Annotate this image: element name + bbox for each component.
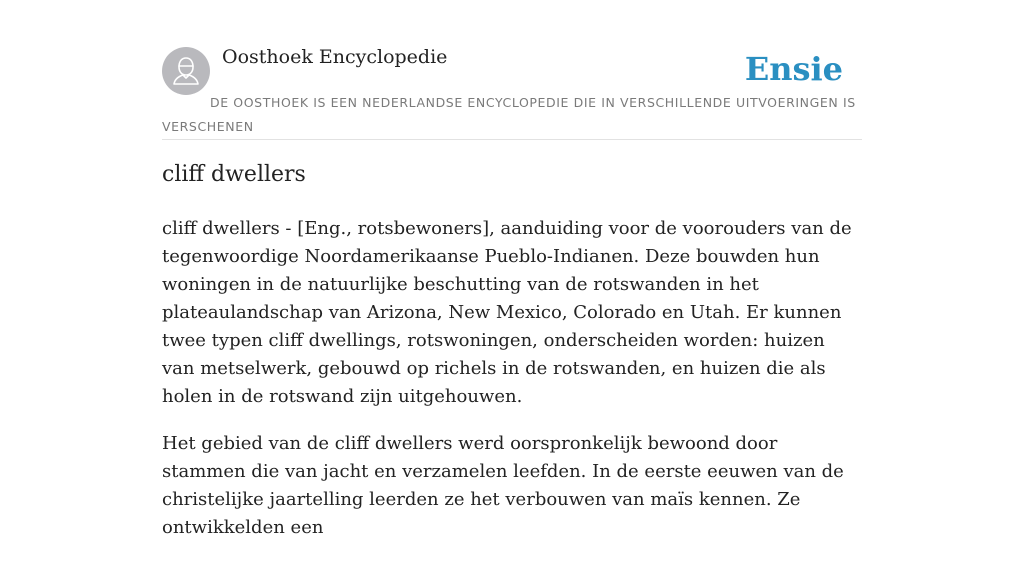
source-header (162, 44, 862, 140)
article-paragraph: cliff dwellers - [Eng., rotsbewoners], aanduiding voor de voorouders van de tegenwoordige Noordamerikaanse Pueblo-Indianen. Deze bouwden hun woningen in de natuurlijke beschutting van de rotswanden in het plateaulandschap van Arizona, New Mexico, Colorado en Utah. Er kunnen twee typen cliff dwellings, rotswoningen, onderscheiden worden: huizen van metselwerk, gebouwd op richels in de rotswanden, en huizen die als holen in de rotswand zijn uitgehouwen. (162, 218, 852, 407)
article-paragraph: Het gebied van de cliff dwellers werd oorspronkelijk bewoond door stammen die van jacht en verzamelen leefden. In de eerste eeuwen van de christelijke jaartelling leerden ze het verbouwen van maïs kennen. Ze ontwikkelden een (162, 433, 844, 538)
article-title: cliff dwellers (162, 162, 306, 187)
ensie-logo[interactable]: Ensie (744, 50, 843, 88)
source-name[interactable]: Oosthoek Encyclopedie (222, 46, 448, 68)
header-divider (162, 139, 862, 140)
source-description: DE OOSTHOEK IS EEN NEDERLANDSE ENCYCLOPEDIE DIE IN VERSCHILLENDE UITVOERINGEN IS VERSCHENEN (162, 95, 856, 134)
article-body (162, 215, 862, 561)
user-avatar-icon[interactable] (162, 47, 210, 95)
